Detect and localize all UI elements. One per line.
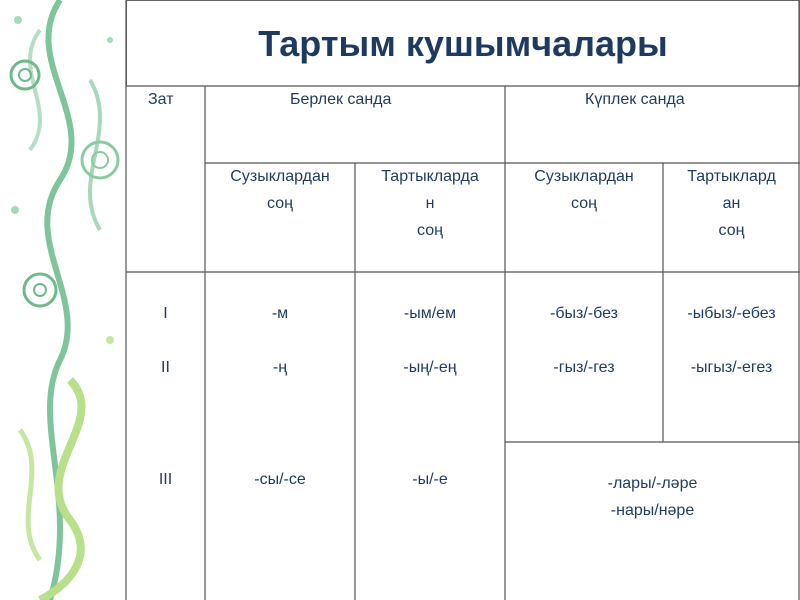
header-pl-vow-line3: соң: [718, 222, 745, 239]
header-sg-cons-line2: соң: [267, 195, 293, 212]
header-sg-after-vowel: [355, 163, 505, 272]
header-sg-vow-line3: соң: [417, 222, 443, 239]
header-pl-cons-line1: Сузыклардан: [534, 168, 634, 185]
pl-cons-2: -гыз/-гез: [553, 359, 615, 376]
header-sg-after-consonant: [205, 163, 355, 272]
person-1: I: [163, 305, 168, 322]
person-3: III: [158, 471, 173, 488]
sg-vow-2: -ың/-ең: [403, 359, 457, 376]
header-person: Зат: [148, 91, 174, 108]
decorative-swirl-border: [0, 0, 130, 600]
pl-third-person: [505, 470, 800, 530]
pl-vow-1: -ыбыз/-ебез: [687, 305, 776, 322]
header-sg-vow-line1: Тартыклардa: [381, 168, 479, 185]
sg-cons-1: -м: [271, 305, 289, 322]
person-2: II: [161, 359, 170, 376]
header-singular: Берлек санда: [290, 91, 392, 108]
header-pl-cons-line2: соң: [571, 195, 597, 212]
header-pl-after-vowel: [663, 163, 800, 272]
pl-third-line1: -лары/-ләре: [607, 475, 698, 492]
header-pl-vow-line1: Тартыклард: [687, 168, 776, 185]
header-pl-after-consonant: [505, 163, 663, 272]
pl-cons-1: -быз/-без: [550, 305, 618, 322]
header-sg-vow-line2: н: [425, 195, 435, 212]
page-title: Тартым кушымчалары: [126, 0, 800, 86]
header-sg-cons-line1: Сузыклардан: [230, 168, 330, 185]
sg-cons-2: -ң: [272, 359, 288, 376]
header-pl-vow-line2: ан: [722, 195, 741, 212]
pl-third-line2: -нары/нәре: [610, 502, 695, 519]
pl-vow-2: -ыгыз/-егез: [690, 359, 773, 376]
header-plural: Күплек санда: [585, 91, 685, 108]
sg-vow-1: -ым/ем: [403, 305, 457, 322]
sg-cons-3: -сы/-се: [254, 471, 306, 488]
sg-vow-3: -ы/-е: [412, 471, 448, 488]
